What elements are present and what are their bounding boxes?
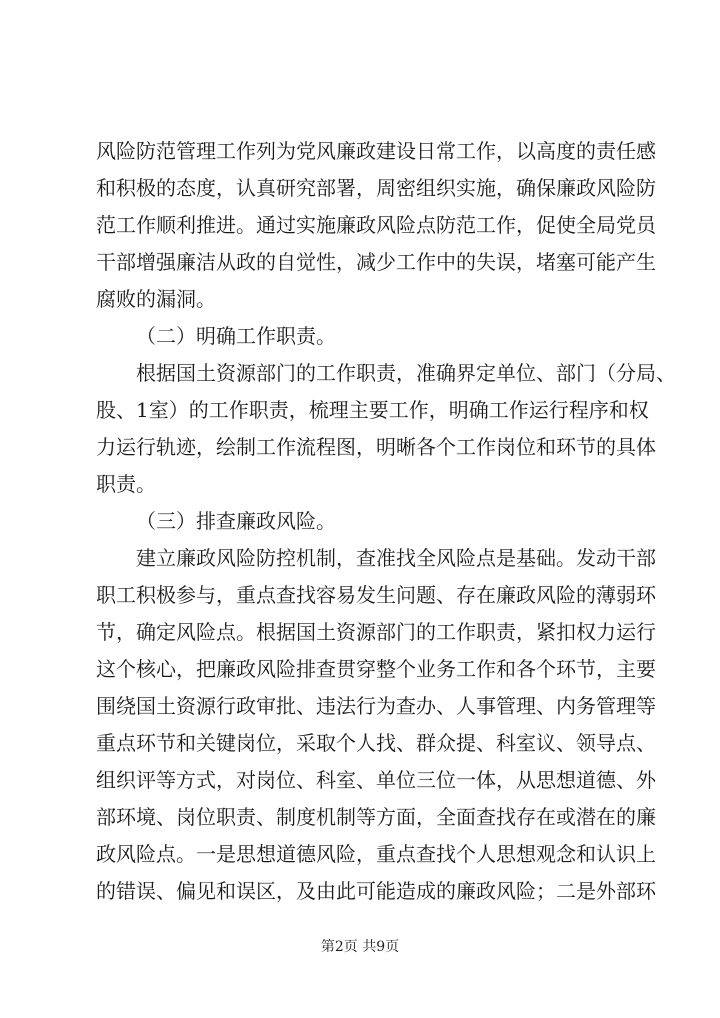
paragraph-line: 的错误、偏见和误区，及由此可能造成的廉政风险；二是外部环	[96, 879, 656, 903]
paragraph-line: 重点环节和关键岗位，采取个人找、群众提、科室议、领导点、	[96, 731, 656, 755]
paragraph-line: 范工作顺利推进。通过实施廉政风险点防范工作，促使全局党员	[96, 213, 656, 237]
paragraph-line: 组织评等方式，对岗位、科室、单位三位一体，从思想道德、外	[96, 768, 656, 792]
paragraph-line: 和积极的态度，认真研究部署，周密组织实施，确保廉政风险防	[96, 176, 656, 200]
paragraph-line: 建立廉政风险防控机制，查准找全风险点是基础。发动干部	[136, 546, 656, 570]
paragraph-line: 政风险点。一是思想道德风险，重点查找个人思想观念和认识上	[96, 842, 656, 866]
paragraph-line: 职工积极参与，重点查找容易发生问题、存在廉政风险的薄弱环	[96, 583, 656, 607]
paragraph-line: 干部增强廉洁从政的自觉性，减少工作中的失误，堵塞可能产生	[96, 250, 656, 274]
paragraph-line: 这个核心，把廉政风险排查贯穿整个业务工作和各个环节，主要	[96, 657, 656, 681]
paragraph-line: 力运行轨迹，绘制工作流程图，明晰各个工作岗位和环节的具体	[96, 435, 656, 459]
paragraph-line: 职责。	[96, 472, 156, 496]
paragraph-line: 根据国土资源部门的工作职责，准确界定单位、部门（分局、	[136, 361, 676, 385]
paragraph-line: 风险防范管理工作列为党风廉政建设日常工作，以高度的责任感	[96, 139, 656, 163]
page-number-footer: 第2页 共9页	[320, 939, 400, 955]
paragraph-line: 部环境、岗位职责、制度机制等方面，全面查找存在或潜在的廉	[96, 805, 656, 829]
paragraph-line: 腐败的漏洞。	[96, 287, 216, 311]
paragraph-line: 节，确定风险点。根据国土资源部门的工作职责，紧扣权力运行	[96, 620, 656, 644]
paragraph-line: 股、1室）的工作职责，梳理主要工作，明确工作运行程序和权	[96, 398, 649, 422]
section-heading: （三）排查廉政风险。	[136, 509, 336, 533]
paragraph-line: 围绕国土资源行政审批、违法行为查办、人事管理、内务管理等	[96, 694, 656, 718]
section-heading: （二）明确工作职责。	[136, 324, 336, 348]
